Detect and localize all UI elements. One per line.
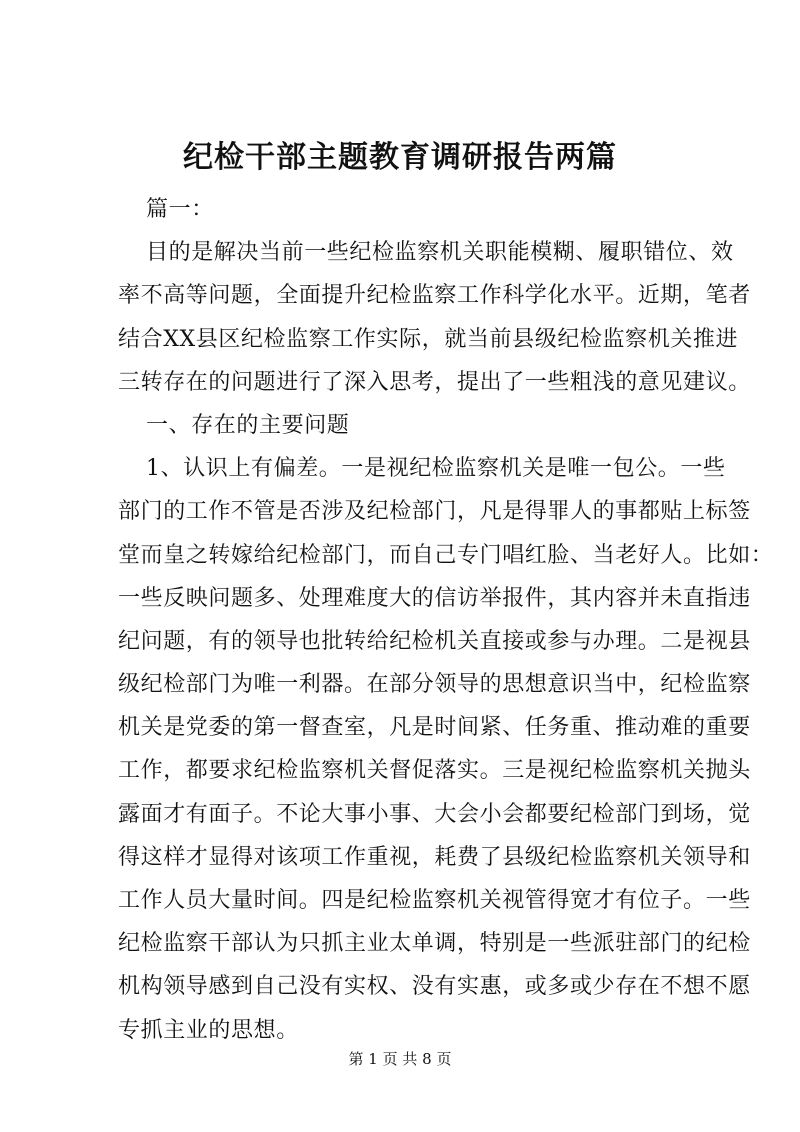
section-heading-main-issues: 一、存在的主要问题 (146, 412, 350, 438)
text-line: 目的是解决当前一些纪检监察机关职能模糊、履职错位、效 (146, 240, 734, 266)
text-line: 纪检监察干部认为只抓主业太单调，特别是一些派驻部门的纪检 (118, 931, 751, 957)
text-line: 机关是党委的第一督查室，凡是时间紧、任务重、推动难的重要 (118, 715, 751, 741)
text-line: 结合XX县区纪检监察工作实际，就当前县级纪检监察机关推进 (118, 326, 739, 352)
text-line: 1、认识上有偏差。一是视纪检监察机关是唯一包公。一些 (146, 456, 726, 482)
text-line: 部门的工作不管是否涉及纪检部门，凡是得罪人的事都贴上标签 (118, 499, 751, 525)
text-line: 纪问题，有的领导也批转给纪检机关直接或参与办理。二是视县 (118, 628, 751, 654)
text-line: 专抓主业的思想。 (118, 1017, 299, 1043)
text-line: 机构领导感到自己没有实权、没有实惠，或多或少存在不想不愿 (118, 974, 751, 1000)
text-line: 工作人员大量时间。四是纪检监察机关视管得宽才有位子。一些 (118, 888, 751, 913)
text-line: 率不高等问题，全面提升纪检监察工作科学化水平。近期，笔者 (118, 283, 751, 309)
section-heading-part-one: 篇一： (146, 197, 214, 222)
text-line: 得这样才显得对该项工作重视，耗费了县级纪检监察机关领导和 (118, 844, 751, 870)
text-line: 露面才有面子。不论大事小事、大会小会都要纪检部门到场，觉 (118, 801, 751, 827)
document-body (118, 188, 774, 1052)
page-number: 第 1 页 共 8 页 (348, 1050, 452, 1068)
text-line: 三转存在的问题进行了深入思考，提出了一些粗浅的意见建议。 (118, 369, 751, 395)
text-line: 一些反映问题多、处理难度大的信访举报件，其内容并未直指违 (118, 585, 751, 611)
text-line: 堂而皇之转嫁给纪检部门，而自己专门唱红脸、当老好人。比如： (118, 542, 774, 568)
document-title: 纪检干部主题教育调研报告两篇 (183, 140, 617, 175)
text-line: 级纪检部门为唯一利器。在部分领导的思想意识当中，纪检监察 (118, 672, 751, 698)
text-line: 工作，都要求纪检监察机关督促落实。三是视纪检监察机关抛头 (118, 758, 751, 784)
